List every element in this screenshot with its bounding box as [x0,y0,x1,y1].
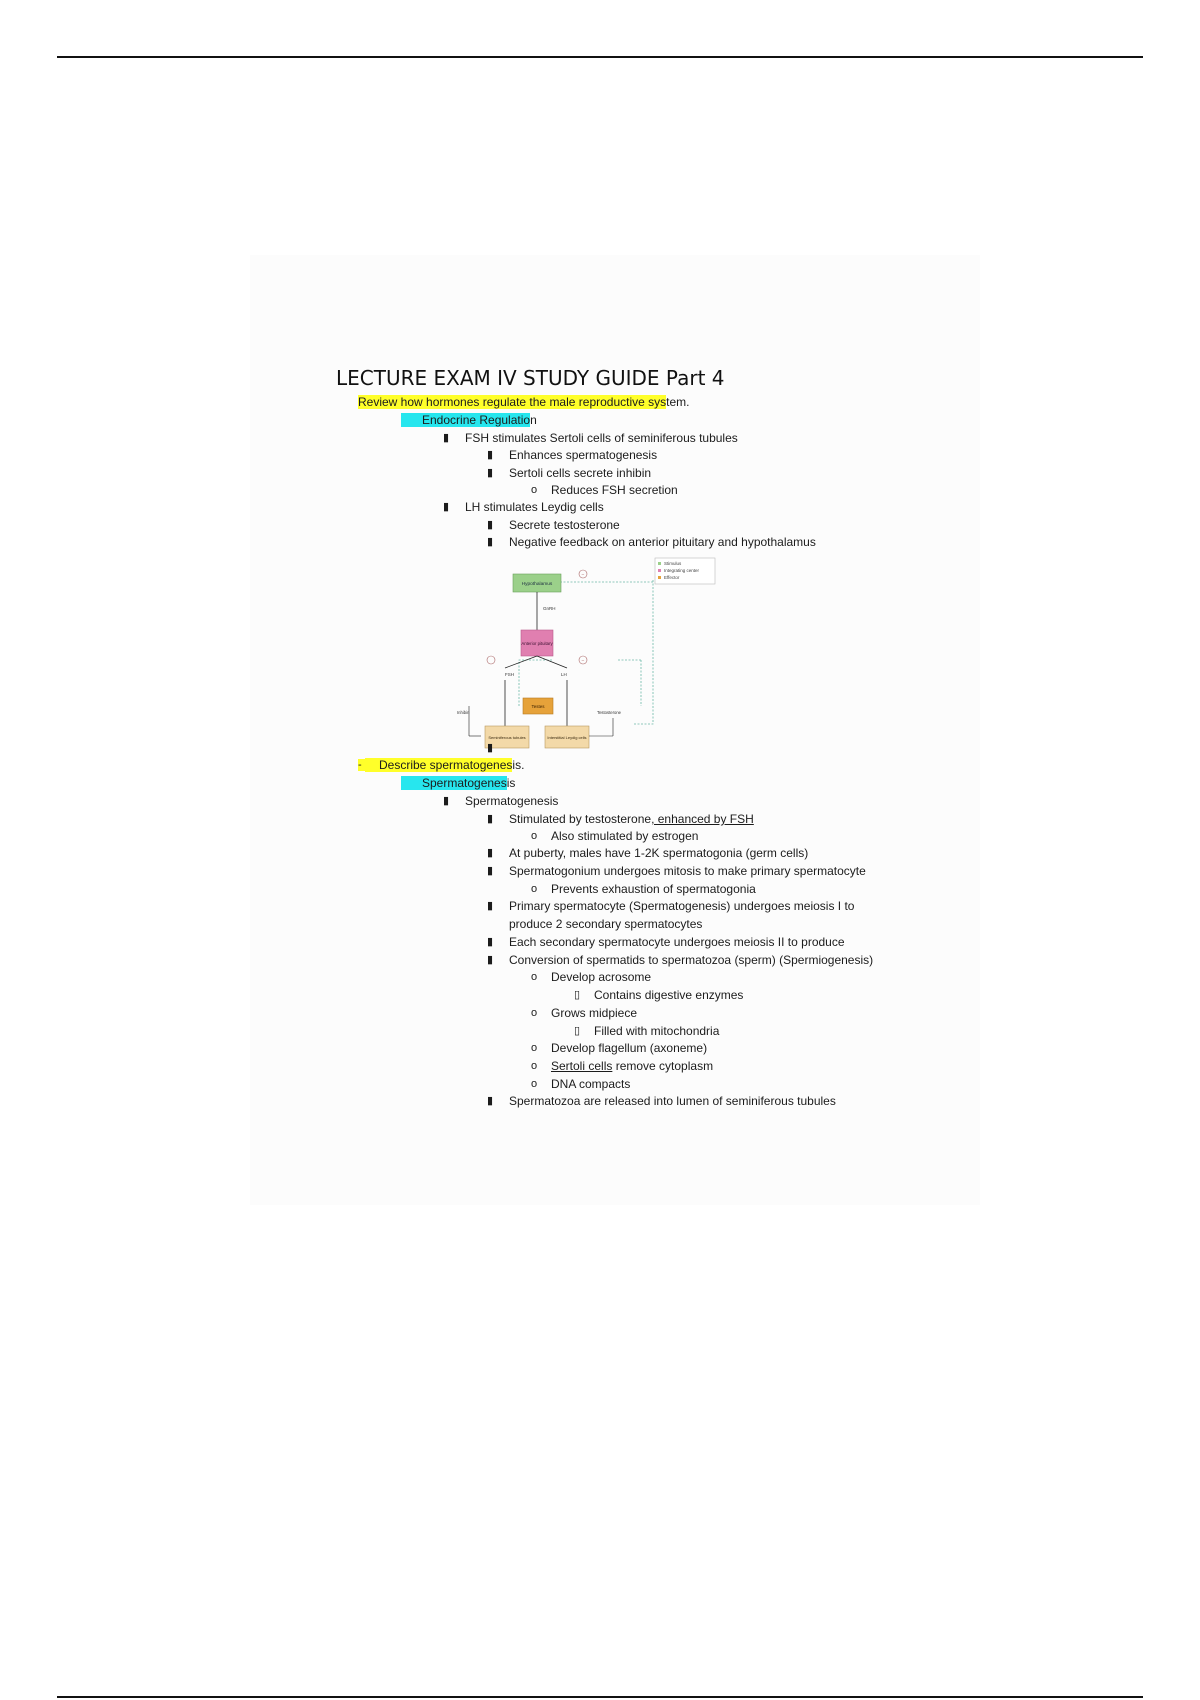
circle-bullet: o [531,1060,538,1072]
testes-label: Testes [531,704,545,709]
circle-bullet: o [531,971,538,983]
top-rule [57,56,1143,58]
list-item-fsh: FSH stimulates Sertoli cells of seminiferous tubules [465,431,738,445]
list-item: Develop acrosome [551,970,652,984]
list-item-lh: LH stimulates Leydig cells [465,500,604,514]
subheading-spermatogenesis: Spermatogenesis [401,776,515,791]
hormone-feedback-diagram [457,556,717,752]
list-item: Spermatogonium undergoes mitosis to make primary spermatocyte [509,864,866,878]
bottom-rule [57,1696,1143,1698]
diagram-legend [655,558,715,584]
pituitary-label: Anterior pituitary [521,641,553,646]
legend-integrating: Integrating center [664,568,700,573]
legend-effector: Effector [664,575,680,580]
testosterone-label: Testosterone [597,710,621,715]
square-bullet: ▮ [487,1095,494,1107]
circle-bullet: o [531,1007,538,1019]
circle-bullet: o [531,883,538,895]
section-heading-spermatogenesis: Describe spermatogenesis. [365,758,524,773]
square-bullet: ▮ [487,449,494,461]
list-item: Prevents exhaustion of spermatogonia [551,882,756,896]
list-item: Stimulated by testosterone, enhanced by FSH [509,812,754,826]
square-bullet: ▮ [487,900,494,912]
section-heading-hormones: Review how hormones regulate the male reproductive system. [358,395,690,409]
square-bullet: ▮ [443,501,450,513]
square-bullet: ▮ [487,536,494,548]
inhibin-label: Inhibin [457,710,470,715]
fsh-label: FSH [505,672,514,677]
list-item: Primary spermatocyte (Spermatogenesis) undergoes meiosis I to [509,899,855,913]
square-bullet: ▮ [487,467,494,479]
list-item: Reduces FSH secretion [551,483,678,497]
list-item: Each secondary spermatocyte undergoes meiosis II to produce [509,935,845,949]
square-bullet: ▮ [487,936,494,948]
list-item: Filled with mitochondria [594,1024,720,1038]
list-item: Enhances spermatogenesis [509,448,658,462]
hypothalamus-label: Hypothalamus [521,582,553,587]
seminiferous-label: Seminiferous tubules [488,735,526,740]
list-item: Grows midpiece [551,1006,638,1020]
square-bullet: ▮ [487,813,494,825]
minus-sign: − [581,658,585,664]
lh-label: LH [561,672,567,677]
list-item: Spermatozoa are released into lumen of seminiferous tubules [509,1094,836,1108]
minus-sign: − [581,572,585,578]
box-bullet: ▯ [574,989,581,1001]
leydig-label: Interstitial Leydig cells [547,735,587,740]
box-bullet: ▯ [574,1025,581,1037]
list-item: Secrete testosterone [509,518,620,532]
list-item: Sertoli cells remove cytoplasm [551,1059,714,1073]
list-item: Sertoli cells secrete inhibin [509,466,652,480]
list-item: At puberty, males have 1-2K spermatogonia (germ cells) [509,846,809,860]
list-item: Develop flagellum (axoneme) [551,1041,708,1055]
square-bullet: ▮ [443,795,450,807]
page-title: LECTURE EXAM IV STUDY GUIDE Part 4 [336,366,725,390]
list-item: Conversion of spermatids to spermatozoa (sperm) (Spermiogenesis) [509,953,874,967]
circle-bullet: o [531,1078,538,1090]
legend-stimulus: Stimulus [664,561,682,566]
square-bullet: ▮ [443,432,450,444]
circle-bullet: o [531,830,538,842]
square-bullet: ▮ [487,742,494,754]
gnrh-label: GnRH [543,606,556,611]
square-bullet: ▮ [487,954,494,966]
square-bullet: ▮ [487,519,494,531]
subheading-endocrine: Endocrine Regulation [401,413,537,428]
list-item: Negative feedback on anterior pituitary and hypothalamus [509,535,816,549]
circle-bullet: o [531,484,538,496]
square-bullet: ▮ [487,865,494,877]
list-item: Contains digestive enzymes [594,988,744,1002]
square-bullet: ▮ [487,847,494,859]
list-item-continued: produce 2 secondary spermatocytes [509,917,703,931]
list-item: Spermatogenesis [465,794,559,808]
circle-bullet: o [531,1042,538,1054]
dash-bullet: - [358,758,368,773]
list-item: DNA compacts [551,1077,631,1091]
list-item: Also stimulated by estrogen [551,829,699,843]
